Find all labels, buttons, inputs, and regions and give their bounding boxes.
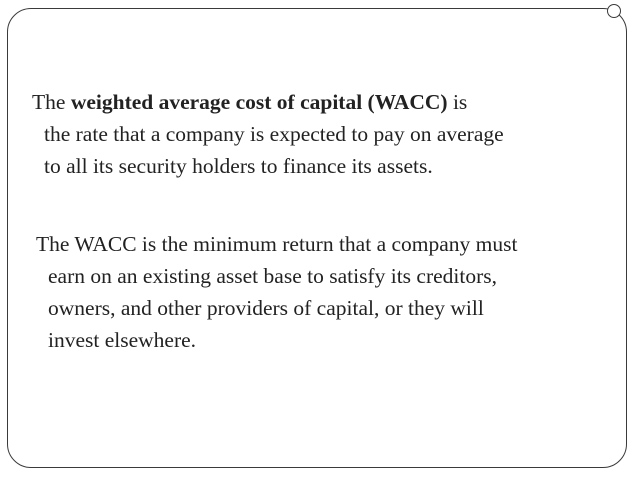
paragraph-line xyxy=(32,86,607,118)
wacc-definition-paragraph xyxy=(32,86,607,182)
paragraph-line: to all its security holders to finance its assets. xyxy=(44,154,433,178)
paragraph-line: invest elsewhere. xyxy=(48,328,197,352)
paragraph-line: the rate that a company is expected to pay on average xyxy=(44,122,504,146)
paragraph-line: The WACC is the minimum return that a company must xyxy=(36,232,518,256)
line-text: is xyxy=(447,90,468,114)
corner-circle-decoration xyxy=(607,4,621,18)
paragraph-line: owners, and other providers of capital, or they will xyxy=(48,296,484,320)
bold-term: weighted average cost of capital (WACC) xyxy=(70,90,448,114)
line-text: The xyxy=(32,90,71,114)
wacc-minimum-return-paragraph xyxy=(36,228,611,356)
paragraph-line: earn on an existing asset base to satisfy its creditors, xyxy=(48,264,498,288)
